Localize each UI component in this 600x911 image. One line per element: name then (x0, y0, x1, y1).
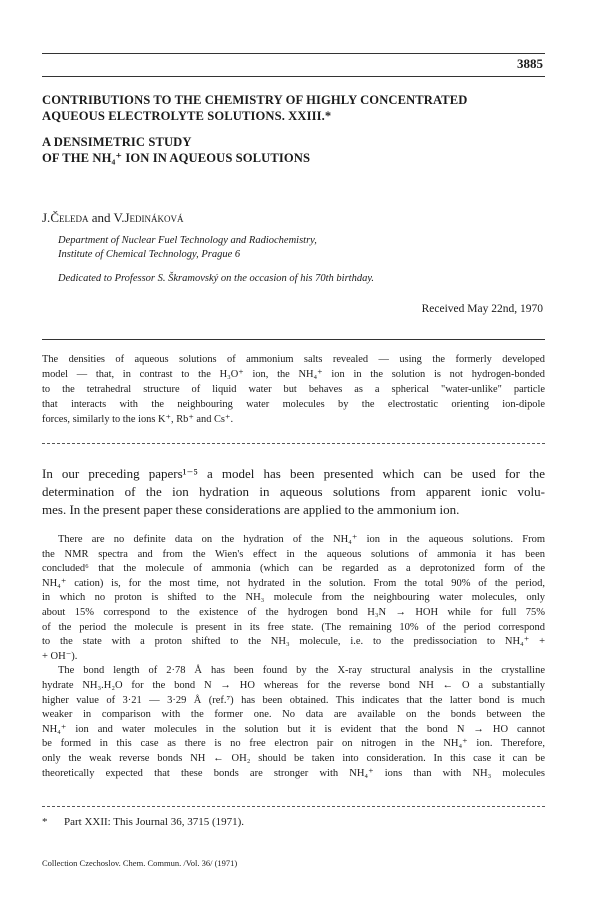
paper-subtitle (42, 134, 557, 166)
authors: J.Čeleda and V.Jedináková (42, 210, 184, 225)
body-line: the NMR spectra and from the Wien's effect in the aqueous solutions of ammonia it has been (42, 548, 545, 560)
abstract-line: that interacts with the neighbouring water molecules by the electrostatic orienting ion-dipole (42, 399, 545, 410)
abstract-line: model — that, in contrast to the H₃O⁺ ion, the NH₄⁺ ion in the solution is not hydrogen-bonded (42, 369, 545, 380)
footnote-rule (42, 806, 545, 807)
body-line: of the period the molecule is present in its free state. (The remaining 10% of the period correspond (42, 621, 545, 633)
abstract-line: to the tetrahedral structure of liquid water but behaves as a spherical "water-unlike" particle (42, 384, 545, 395)
footnote-text: Part XXII: This Journal 36, 3715 (1971). (64, 816, 245, 828)
body-line: be formed in this case as there is no free electron pair on nitrogen in the NH₄⁺ ion. Therefore, (42, 738, 545, 750)
footnote (42, 816, 244, 828)
body-line: theoretically expected that these bonds are stronger with NH₄⁺ ions than with NH₃ molecules (42, 767, 545, 779)
received-date: Received May 22nd, 1970 (421, 303, 543, 315)
body-line: weaker in comparison with the former one. No data are available on the bonds between the (42, 709, 545, 721)
body-line: NH₄⁺ cation) is, for the most time, not hydrated in the solution. From the total 90% of the period, (42, 577, 545, 589)
author-name: Jedináková (124, 210, 184, 225)
abstract-line: The densities of aqueous solutions of ammonium salts revealed — using the formerly developed (42, 354, 545, 365)
header-rule-lower (42, 76, 545, 77)
abstract-top-rule (42, 339, 545, 340)
body-line: There are no definite data on the hydration of the NH₄⁺ ion in the aqueous solutions. From (58, 534, 545, 545)
title-line: CONTRIBUTIONS TO THE CHEMISTRY OF HIGHLY CONCENTRATED (42, 93, 468, 107)
affiliation: Department of Nuclear Fuel Technology and Radiochemistry, Institute of Chemical Technology, Prague 6 (58, 235, 317, 260)
body-line: about 15% correspond to the existence of the hydrogen bond H₃N → HOH while for full 75% (42, 606, 545, 618)
author-name: Čeleda (50, 210, 89, 225)
body-line: + OH⁻). (42, 650, 78, 662)
abstract-line: forces, similarly to the ions K⁺, Rb⁺ and Cs⁺. (42, 414, 234, 425)
body-line: hydrate NH₃.H₂O for the bond N → HO whereas for the reverse bond NH ← O a substantially (42, 679, 545, 691)
abstract (42, 352, 545, 427)
paper-title (42, 92, 557, 124)
intro-paragraph: In our preceding papers¹⁻⁵ a model has been presented which can be used for the determination of the ion hydration in aqueous solutions from apparent ionic volu- mes. In the present paper these considerations are applied to the ammonium ion. (42, 466, 545, 517)
body-line: The bond length of 2·78 Å has been found by the X-ray structural analysis in the crystalline (58, 665, 545, 677)
subtitle-line: OF THE NH₄⁺ ION IN AQUEOUS SOLUTIONS (42, 151, 311, 165)
title-line: AQUEOUS ELECTROLYTE SOLUTIONS. XXIII.* (42, 109, 332, 123)
subtitle-line: A DENSIMETRIC STUDY (42, 135, 192, 149)
body-line: only the weak reverse bonds NH ← OH₂ should be taken into consideration. In this case it can be (42, 752, 545, 764)
body-line: to the state with a proton shifted to the NH₃ molecule, i.e. to the predissociation to NH₄⁺ + (42, 636, 545, 648)
abstract-bottom-rule (42, 443, 545, 444)
header-rule (42, 53, 545, 54)
footnote-marker: * (42, 816, 48, 828)
journal-footer: Collection Czechoslov. Chem. Commun. /Vol. 36/ (1971) (42, 858, 238, 868)
body-line: concluded⁶ that the molecule of ammonia (which can be regarded as a deprotonized form of the (42, 563, 545, 575)
body-line: in which no proton is shifted to the NH₃ molecule from the neighbouring water molecules, only (42, 592, 545, 604)
dedication: Dedicated to Professor S. Škramovský on the occasion of his 70th birthday. (58, 273, 375, 284)
body-text (42, 533, 545, 781)
body-line: NH₄⁺ ion and water molecules in the solution but it is evident that the bond N → HO cannot (42, 723, 545, 735)
page-number: 3885 (517, 56, 543, 71)
body-line: higher value of 3·21 — 3·29 Å (ref.⁷) has been obtained. This indicates that the latter bond is much (42, 694, 545, 706)
